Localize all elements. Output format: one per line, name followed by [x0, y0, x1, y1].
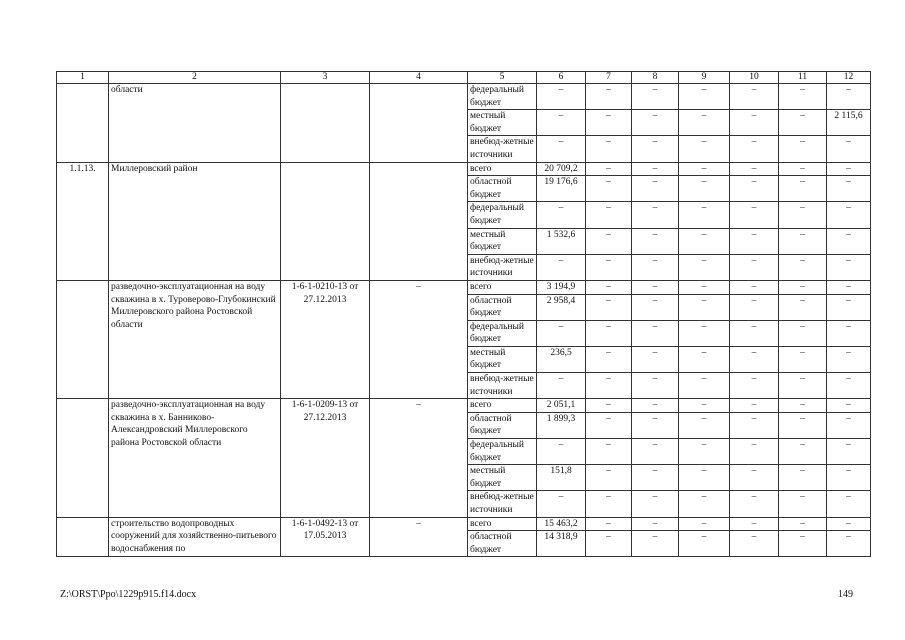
funding-source-cell: всего	[468, 162, 537, 176]
value-cell: 1 899,3	[537, 412, 586, 438]
value-cell: –	[679, 136, 730, 162]
value-cell: –	[779, 531, 827, 557]
value-cell: –	[586, 399, 632, 413]
value-cell: –	[827, 294, 871, 320]
funding-source-cell: внебюд-жетные источники	[468, 254, 537, 280]
value-cell: –	[679, 373, 730, 399]
value-cell: –	[632, 491, 679, 517]
value-cell: –	[632, 254, 679, 280]
value-cell: –	[730, 346, 779, 372]
value-cell: –	[679, 517, 730, 531]
value-cell: –	[827, 84, 871, 110]
registration-number-cell: 1-6-1-0209-13 от 27.12.2013	[281, 399, 370, 517]
column-header: 3	[281, 72, 370, 84]
value-cell: –	[679, 439, 730, 465]
column-header: 5	[468, 72, 537, 84]
value-cell: –	[779, 254, 827, 280]
footer-file-path: Z:\ORST\Ppo\1229p915.f14.docx	[60, 589, 197, 600]
column-header: 12	[827, 72, 871, 84]
value-cell: –	[730, 254, 779, 280]
value-cell: –	[537, 254, 586, 280]
column-4-cell: –	[370, 517, 468, 557]
value-cell: –	[537, 202, 586, 228]
value-cell: –	[537, 320, 586, 346]
value-cell: –	[679, 399, 730, 413]
value-cell: –	[779, 412, 827, 438]
value-cell: –	[586, 294, 632, 320]
registration-number-cell: 1-6-1-0492-13 от 17.05.2013	[281, 517, 370, 557]
column-header: 10	[730, 72, 779, 84]
value-cell: –	[537, 136, 586, 162]
value-cell: –	[679, 465, 730, 491]
object-name-cell: Миллеровский район	[109, 162, 281, 280]
value-cell: –	[537, 439, 586, 465]
value-cell: –	[827, 202, 871, 228]
value-cell: –	[586, 439, 632, 465]
value-cell: –	[730, 110, 779, 136]
object-name-cell: области	[109, 84, 281, 163]
value-cell: –	[827, 399, 871, 413]
value-cell: –	[586, 373, 632, 399]
value-cell: –	[827, 465, 871, 491]
funding-source-cell: внебюд-жетные источники	[468, 136, 537, 162]
funding-source-cell: всего	[468, 517, 537, 531]
value-cell: –	[586, 517, 632, 531]
value-cell: –	[827, 491, 871, 517]
value-cell: –	[827, 254, 871, 280]
value-cell: –	[586, 465, 632, 491]
funding-source-cell: местный бюджет	[468, 346, 537, 372]
value-cell: –	[632, 110, 679, 136]
value-cell: –	[586, 254, 632, 280]
value-cell: –	[779, 439, 827, 465]
value-cell: –	[537, 110, 586, 136]
value-cell: –	[730, 399, 779, 413]
value-cell: 14 318,9	[537, 531, 586, 557]
budget-table	[56, 71, 871, 557]
item-number-cell: 1.1.13.	[57, 162, 109, 280]
value-cell: –	[827, 162, 871, 176]
value-cell: –	[586, 320, 632, 346]
value-cell: –	[730, 465, 779, 491]
value-cell: –	[586, 136, 632, 162]
column-4-cell: –	[370, 280, 468, 398]
value-cell: –	[730, 176, 779, 202]
value-cell: –	[779, 320, 827, 346]
value-cell: –	[679, 162, 730, 176]
value-cell: 151,8	[537, 465, 586, 491]
column-header: 9	[679, 72, 730, 84]
funding-source-cell: федеральный бюджет	[468, 320, 537, 346]
funding-source-cell: внебюд-жетные источники	[468, 373, 537, 399]
value-cell: –	[730, 491, 779, 517]
value-cell: –	[632, 320, 679, 346]
value-cell: –	[730, 202, 779, 228]
value-cell: –	[632, 346, 679, 372]
value-cell: –	[779, 294, 827, 320]
value-cell: –	[632, 84, 679, 110]
value-cell: 1 532,6	[537, 228, 586, 254]
value-cell: –	[827, 228, 871, 254]
object-name-cell: строительство водопроводных сооружений для хозяйственно-питьевого водоснабжения по	[109, 517, 281, 557]
value-cell: 20 709,2	[537, 162, 586, 176]
value-cell: –	[632, 280, 679, 294]
value-cell: –	[632, 162, 679, 176]
value-cell: –	[679, 346, 730, 372]
value-cell: –	[586, 412, 632, 438]
value-cell: –	[632, 439, 679, 465]
value-cell: –	[827, 176, 871, 202]
value-cell: –	[586, 110, 632, 136]
value-cell: –	[779, 280, 827, 294]
object-name-cell: разведочно-эксплуатационная на воду скважина в х. Банниково-Александровский Миллеровского района Ростовской области	[109, 399, 281, 517]
value-cell: –	[779, 373, 827, 399]
value-cell: 2 958,4	[537, 294, 586, 320]
table-row	[57, 399, 871, 413]
value-cell: –	[827, 439, 871, 465]
value-cell: –	[730, 531, 779, 557]
value-cell: –	[779, 228, 827, 254]
funding-source-cell: всего	[468, 399, 537, 413]
registration-number-cell	[281, 162, 370, 280]
value-cell: –	[632, 412, 679, 438]
value-cell: –	[537, 84, 586, 110]
value-cell: –	[632, 399, 679, 413]
value-cell: –	[827, 517, 871, 531]
value-cell: 15 463,2	[537, 517, 586, 531]
value-cell: –	[779, 491, 827, 517]
value-cell: –	[679, 294, 730, 320]
item-number-cell	[57, 517, 109, 557]
column-4-cell: –	[370, 399, 468, 517]
value-cell: –	[679, 110, 730, 136]
value-cell: –	[679, 202, 730, 228]
registration-number-cell	[281, 84, 370, 163]
value-cell: –	[827, 412, 871, 438]
funding-source-cell: местный бюджет	[468, 228, 537, 254]
value-cell: –	[679, 320, 730, 346]
value-cell: –	[632, 373, 679, 399]
funding-source-cell: федеральный бюджет	[468, 439, 537, 465]
value-cell: –	[779, 136, 827, 162]
column-header: 11	[779, 72, 827, 84]
value-cell: –	[632, 176, 679, 202]
value-cell: –	[730, 280, 779, 294]
value-cell: –	[730, 373, 779, 399]
value-cell: –	[827, 373, 871, 399]
value-cell: –	[827, 320, 871, 346]
funding-source-cell: местный бюджет	[468, 465, 537, 491]
value-cell: –	[679, 491, 730, 517]
value-cell: –	[586, 84, 632, 110]
item-number-cell	[57, 84, 109, 163]
column-header: 7	[586, 72, 632, 84]
value-cell: –	[586, 531, 632, 557]
registration-number-cell: 1-6-1-0210-13 от 27.12.2013	[281, 280, 370, 398]
value-cell: –	[586, 346, 632, 372]
value-cell: –	[827, 280, 871, 294]
value-cell: 2 051,1	[537, 399, 586, 413]
value-cell: –	[632, 517, 679, 531]
value-cell: –	[730, 439, 779, 465]
value-cell: –	[779, 465, 827, 491]
value-cell: –	[730, 84, 779, 110]
value-cell: –	[779, 176, 827, 202]
table-row	[57, 162, 871, 176]
value-cell: –	[730, 517, 779, 531]
column-header: 1	[57, 72, 109, 84]
value-cell: –	[779, 346, 827, 372]
value-cell: –	[779, 202, 827, 228]
item-number-cell	[57, 280, 109, 398]
value-cell: –	[679, 176, 730, 202]
value-cell: –	[779, 162, 827, 176]
table-body	[57, 72, 871, 557]
value-cell: –	[679, 412, 730, 438]
value-cell: –	[679, 254, 730, 280]
funding-source-cell: внебюд-жетные источники	[468, 491, 537, 517]
column-header: 4	[370, 72, 468, 84]
value-cell: 3 194,9	[537, 280, 586, 294]
funding-source-cell: федеральный бюджет	[468, 84, 537, 110]
column-header: 2	[109, 72, 281, 84]
value-cell: –	[779, 84, 827, 110]
value-cell: 19 176,6	[537, 176, 586, 202]
column-header: 6	[537, 72, 586, 84]
value-cell: –	[679, 531, 730, 557]
value-cell: –	[730, 228, 779, 254]
value-cell: –	[586, 228, 632, 254]
value-cell: –	[827, 136, 871, 162]
value-cell: –	[827, 531, 871, 557]
item-number-cell	[57, 399, 109, 517]
value-cell: –	[632, 465, 679, 491]
value-cell: –	[586, 176, 632, 202]
column-number-row	[57, 72, 871, 84]
value-cell: –	[586, 491, 632, 517]
column-4-cell	[370, 84, 468, 163]
funding-source-cell: областной бюджет	[468, 412, 537, 438]
value-cell: –	[632, 136, 679, 162]
value-cell: –	[537, 373, 586, 399]
value-cell: –	[537, 491, 586, 517]
value-cell: –	[779, 110, 827, 136]
value-cell: –	[679, 280, 730, 294]
value-cell: –	[730, 320, 779, 346]
value-cell: –	[632, 202, 679, 228]
value-cell: –	[679, 228, 730, 254]
value-cell: –	[632, 531, 679, 557]
value-cell: 236,5	[537, 346, 586, 372]
value-cell: –	[632, 228, 679, 254]
table-row	[57, 84, 871, 110]
object-name-cell: разведочно-эксплуатационная на воду скважина в х. Туроверово-Глубокинский Миллеровского района Ростовской области	[109, 280, 281, 398]
table-row	[57, 517, 871, 531]
funding-source-cell: областной бюджет	[468, 294, 537, 320]
column-header: 8	[632, 72, 679, 84]
value-cell: –	[730, 412, 779, 438]
funding-source-cell: федеральный бюджет	[468, 202, 537, 228]
table-row	[57, 280, 871, 294]
value-cell: –	[730, 136, 779, 162]
value-cell: –	[779, 399, 827, 413]
funding-source-cell: местный бюджет	[468, 110, 537, 136]
value-cell: –	[679, 84, 730, 110]
value-cell: –	[827, 346, 871, 372]
value-cell: –	[586, 202, 632, 228]
value-cell: –	[632, 294, 679, 320]
funding-source-cell: областной бюджет	[468, 176, 537, 202]
funding-source-cell: областной бюджет	[468, 531, 537, 557]
value-cell: 2 115,6	[827, 110, 871, 136]
value-cell: –	[779, 517, 827, 531]
value-cell: –	[730, 162, 779, 176]
value-cell: –	[586, 162, 632, 176]
page-number: 149	[838, 589, 853, 600]
column-4-cell	[370, 162, 468, 280]
value-cell: –	[586, 280, 632, 294]
funding-source-cell: всего	[468, 280, 537, 294]
value-cell: –	[730, 294, 779, 320]
